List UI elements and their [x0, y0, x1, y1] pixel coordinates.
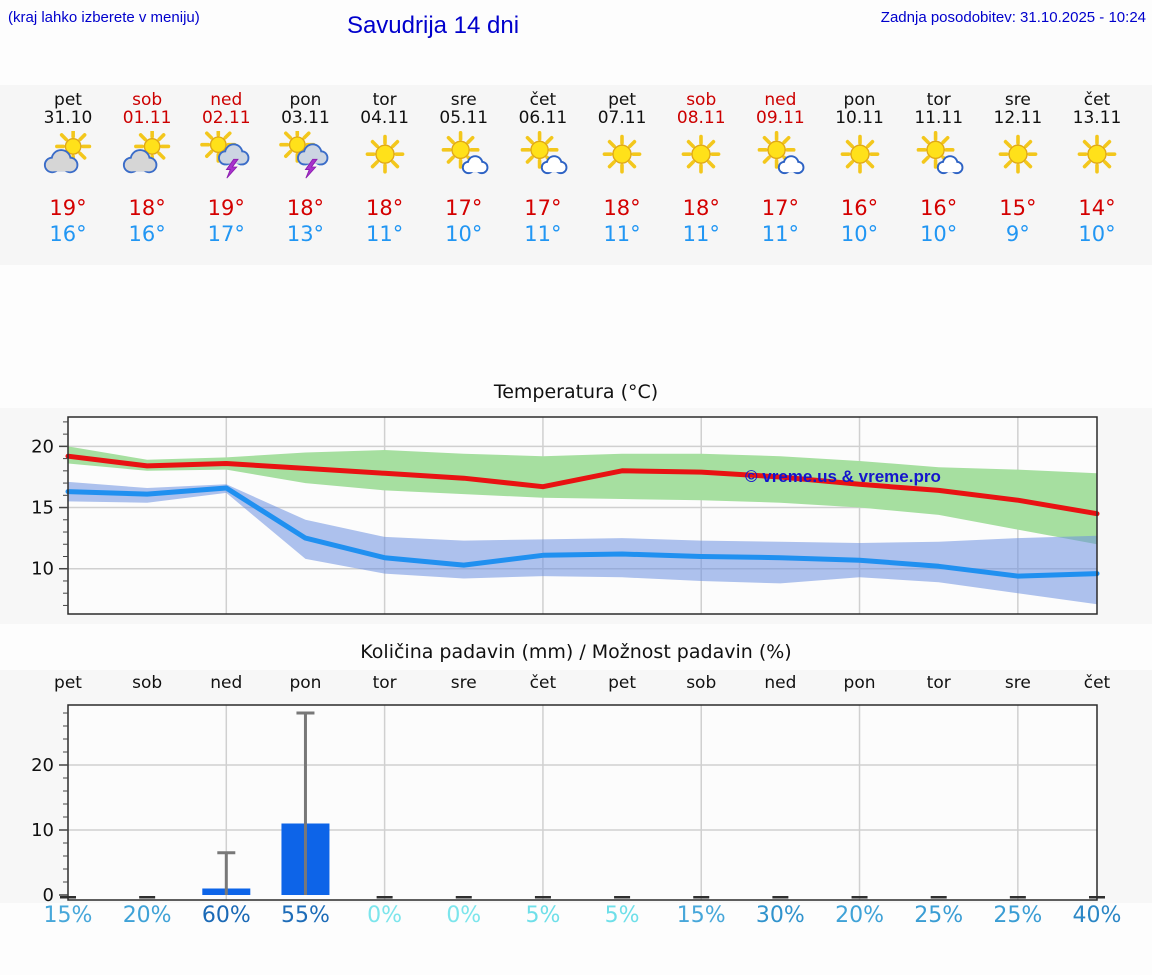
low-temperature: 11°: [524, 222, 562, 246]
weather-icon-wrap: [186, 131, 266, 179]
precipitation-probability: 5%: [604, 903, 640, 928]
low-temperature: 16°: [128, 222, 166, 246]
forecast-day-column: [661, 85, 741, 247]
forecast-day-column: [345, 85, 425, 247]
high-temperature: 15°: [999, 196, 1037, 220]
forecast-day-column: [265, 85, 345, 247]
precip-day-label: ned: [210, 673, 243, 693]
high-temperature: 18°: [286, 196, 325, 220]
zero-precipitation-mark: [614, 896, 630, 899]
precip-day-label: sre: [1004, 673, 1031, 693]
precip-axis-label: 20: [31, 755, 54, 776]
precipitation-probability: 25%: [993, 903, 1043, 928]
forecast-day-column: [1057, 85, 1137, 247]
high-temperature: 19°: [49, 196, 87, 220]
weather-icon-wrap: [899, 131, 979, 179]
precip-axis-label: 0: [42, 885, 54, 903]
day-name: sre: [450, 90, 477, 110]
precipitation-probability-row: [0, 903, 1152, 933]
mostly-sunny-icon: [438, 131, 490, 179]
precipitation-probability: 5%: [525, 903, 561, 928]
precip-day-label: pon: [843, 673, 876, 693]
last-update-text: Zadnja posodobitev: 31.10.2025 - 10:24: [880, 9, 1146, 26]
temperature-chart: [0, 408, 1152, 624]
sunny-icon: [675, 131, 727, 179]
temp-axis-label: 20: [31, 436, 54, 458]
forecast-day-column: [424, 85, 504, 247]
precip-day-label: čet: [529, 673, 557, 693]
day-name: ned: [210, 90, 243, 110]
day-date: 31.10: [43, 108, 93, 128]
weather-icon-wrap: [661, 131, 741, 179]
weather-icon-wrap: [503, 131, 583, 179]
weather-icon-wrap: [345, 131, 425, 179]
low-temperature: 11°: [603, 222, 641, 246]
temp-axis-label: 15: [31, 497, 54, 519]
precipitation-probability: 0%: [446, 903, 482, 928]
low-temperature: 10°: [920, 222, 958, 246]
precipitation-chart-area: [0, 670, 1152, 903]
forecast-day-column: [28, 85, 108, 247]
low-temperature: 10°: [840, 222, 879, 246]
day-date: 01.11: [122, 108, 172, 128]
precip-day-label: tor: [372, 673, 397, 693]
weather-icon-wrap: [265, 131, 345, 179]
day-name: ned: [764, 90, 797, 110]
weather-icon-wrap: [107, 131, 187, 179]
partly-cloudy-icon: [121, 131, 173, 179]
day-date: 10.11: [835, 108, 884, 128]
weather-icon-wrap: [978, 131, 1058, 179]
precipitation-probability: 0%: [367, 903, 403, 928]
high-temperature: 18°: [365, 196, 404, 220]
precip-day-label: sre: [450, 673, 477, 693]
high-temperature: 14°: [1078, 196, 1116, 220]
day-name: pet: [54, 90, 82, 110]
day-date: 09.11: [756, 108, 805, 128]
precipitation-probability: 15%: [43, 903, 93, 928]
high-temperature: 17°: [524, 196, 562, 220]
forecast-day-column: [186, 85, 266, 247]
precipitation-chart: [0, 703, 1152, 903]
zero-precipitation-mark: [535, 896, 551, 899]
day-name: sre: [1004, 90, 1031, 110]
forecast-day-column: [107, 85, 187, 247]
day-date: 11.11: [914, 108, 964, 128]
day-name: pon: [843, 90, 876, 110]
high-temperature: 19°: [207, 196, 245, 220]
weather-icon-wrap: [28, 131, 108, 179]
precipitation-probability: 55%: [281, 903, 330, 928]
low-temperature: 10°: [1078, 222, 1116, 246]
zero-precipitation-mark: [456, 896, 472, 899]
sunny-icon: [992, 131, 1044, 179]
precipitation-probability: 30%: [755, 903, 805, 928]
day-name: čet: [529, 90, 557, 110]
weather-icon-wrap: [582, 131, 662, 179]
low-temperature: 11°: [365, 222, 404, 246]
precipitation-probability: 60%: [201, 903, 251, 928]
thunderstorm-icon: [200, 131, 252, 179]
zero-precipitation-mark: [1010, 896, 1026, 899]
high-temperature: 18°: [128, 196, 166, 220]
precipitation-probability: 15%: [676, 903, 726, 928]
precip-day-label: tor: [926, 673, 951, 693]
sunny-icon: [834, 131, 886, 179]
precipitation-probability: 20%: [122, 903, 172, 928]
day-name: tor: [372, 90, 397, 110]
day-name: sob: [132, 90, 163, 110]
zero-precipitation-mark: [693, 896, 709, 899]
precipitation-probability: 25%: [914, 903, 964, 928]
forecast-day-column: [899, 85, 979, 247]
day-date: 02.11: [201, 108, 251, 128]
precip-axis-label: 10: [31, 820, 54, 841]
temperature-chart-title: Temperatura (°C): [493, 381, 659, 403]
forecast-day-column: [740, 85, 820, 247]
precip-day-label: pon: [289, 673, 322, 693]
day-date: 05.11: [439, 108, 489, 128]
high-temperature: 18°: [603, 196, 641, 220]
precipitation-probability: 20%: [835, 903, 884, 928]
day-date: 06.11: [518, 108, 568, 128]
zero-precipitation-mark: [772, 896, 788, 899]
day-date: 04.11: [360, 108, 409, 128]
day-name: tor: [926, 90, 951, 110]
low-temperature: 13°: [286, 222, 325, 246]
precip-day-label: pet: [608, 673, 637, 693]
low-temperature: 11°: [682, 222, 720, 246]
page-title: Savudrija 14 dni: [346, 12, 520, 39]
high-temperature: 16°: [920, 196, 958, 220]
temp-axis-label: 10: [31, 558, 54, 580]
precip-day-label: pet: [54, 673, 82, 693]
precipitation-chart-title: Količina padavin (mm) / Možnost padavin (%): [360, 641, 792, 663]
day-name: čet: [1083, 90, 1111, 110]
zero-precipitation-mark: [139, 896, 155, 899]
precipitation-probability: 40%: [1072, 903, 1122, 928]
mostly-sunny-icon: [517, 131, 569, 179]
high-temperature: 16°: [840, 196, 879, 220]
partly-cloudy-icon: [42, 131, 94, 179]
zero-precipitation-mark: [852, 896, 868, 899]
precip-day-label: sob: [132, 673, 163, 693]
day-name: sob: [686, 90, 717, 110]
precip-day-label: sob: [686, 673, 717, 693]
thunderstorm-icon: [279, 131, 331, 179]
forecast-day-column: [820, 85, 900, 247]
day-date: 07.11: [597, 108, 647, 128]
weather-icon-wrap: [740, 131, 820, 179]
low-temperature: 17°: [207, 222, 245, 246]
day-date: 12.11: [993, 108, 1043, 128]
sunny-icon: [359, 131, 411, 179]
high-temperature: 17°: [761, 196, 799, 220]
mostly-sunny-icon: [754, 131, 806, 179]
low-temperature: 11°: [761, 222, 799, 246]
zero-precipitation-mark: [377, 896, 393, 899]
day-name: pet: [608, 90, 637, 110]
precip-day-label: ned: [764, 673, 797, 693]
watermark-text: © vreme.us & vreme.pro: [745, 467, 941, 486]
forecast-day-column: [582, 85, 662, 247]
forecast-day-column: [978, 85, 1058, 247]
low-temperature: 16°: [49, 222, 87, 246]
day-date: 03.11: [281, 108, 330, 128]
forecast-strip: [0, 85, 1152, 265]
weather-icon-wrap: [424, 131, 504, 179]
temperature-chart-area: [0, 408, 1152, 624]
forecast-day-column: [503, 85, 583, 247]
day-date: 08.11: [676, 108, 726, 128]
high-temperature: 18°: [682, 196, 720, 220]
precip-day-label: čet: [1083, 673, 1111, 693]
low-temperature: 10°: [445, 222, 483, 246]
day-date: 13.11: [1072, 108, 1122, 128]
zero-precipitation-mark: [931, 896, 947, 899]
sunny-icon: [596, 131, 648, 179]
day-name: pon: [289, 90, 322, 110]
weather-icon-wrap: [820, 131, 900, 179]
mostly-sunny-icon: [913, 131, 965, 179]
weather-icon-wrap: [1057, 131, 1137, 179]
menu-hint-text: (kraj lahko izberete v meniju): [8, 9, 200, 26]
high-temperature: 17°: [445, 196, 483, 220]
low-temperature: 9°: [1005, 222, 1030, 246]
sunny-icon: [1071, 131, 1123, 179]
